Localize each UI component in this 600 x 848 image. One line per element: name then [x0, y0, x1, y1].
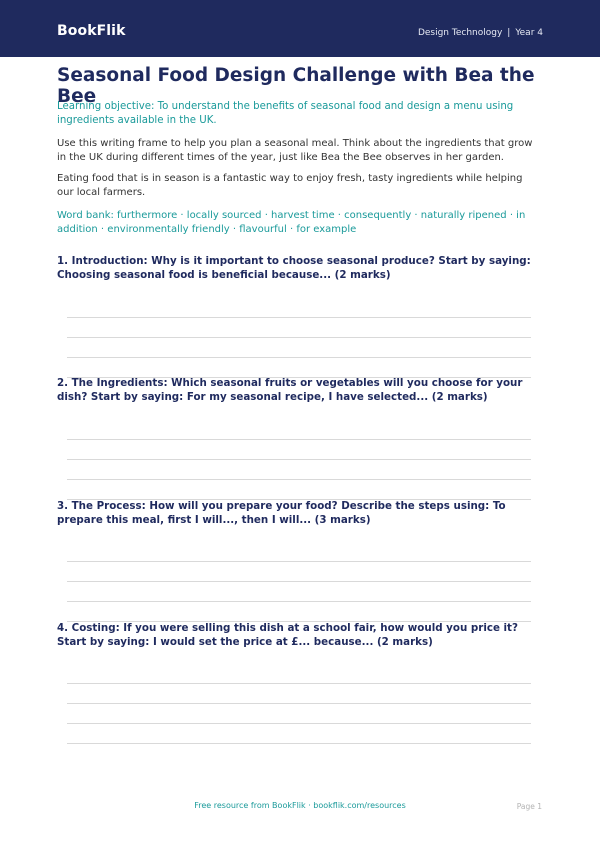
question-2: 2. The Ingredients: Which seasonal fruits or vegetables will you choose for your dish? Start by saying: For my seasonal recipe, I have selected... (2 marks): [57, 377, 523, 403]
answer-line-4-1[interactable]: [67, 683, 531, 684]
page-title: Seasonal Food Design Challenge with Bea the Bee: [57, 65, 535, 107]
answer-line-1-3[interactable]: [67, 357, 531, 358]
question-3: 3. The Process: How will you prepare your food? Describe the steps using: To prepare this meal, first I will..., then I will... (3 marks): [57, 500, 506, 526]
answer-line-3-2[interactable]: [67, 581, 531, 582]
answer-line-4-2[interactable]: [67, 703, 531, 704]
page-header: [0, 0, 600, 57]
answer-line-4-4[interactable]: [67, 743, 531, 744]
page-number: Page 1: [516, 802, 542, 811]
answer-line-3-1[interactable]: [67, 561, 531, 562]
answer-line-4-3[interactable]: [67, 723, 531, 724]
intro-paragraph-1: Use this writing frame to help you plan a seasonal meal. Think about the ingredients that grow in the UK during different times of the year, just like Bea the Bee observes in her garden.: [57, 138, 533, 163]
separator: |: [507, 28, 511, 38]
answer-line-2-2[interactable]: [67, 459, 531, 460]
question-4: 4. Costing: If you were selling this dish at a school fair, how would you price it? Start by saying: I would set the price at £... because... (2 marks): [57, 622, 518, 648]
answer-line-2-3[interactable]: [67, 479, 531, 480]
answer-line-1-2[interactable]: [67, 337, 531, 338]
answer-line-3-3[interactable]: [67, 601, 531, 602]
subject-year-label: [418, 28, 543, 38]
answer-line-2-1[interactable]: [67, 439, 531, 440]
word-bank: Word bank: furthermore · locally sourced · harvest time · consequently · naturally ripened · in addition · environmentally friendly · flavourful · for example: [57, 210, 526, 235]
brand-logo[interactable]: BookFlik: [57, 23, 126, 39]
subject-label: Design Technology: [417, 28, 503, 38]
intro-paragraph-2: Eating food that is in season is a fantastic way to enjoy fresh, tasty ingredients while helping our local farmers.: [57, 173, 523, 198]
answer-line-1-1[interactable]: [67, 317, 531, 318]
footer-resource-link[interactable]: Free resource from BookFlik · bookflik.com/resources: [194, 801, 406, 810]
question-1: 1. Introduction: Why is it important to choose seasonal produce? Start by saying: Choosing seasonal food is beneficial because... (2 marks): [57, 255, 531, 281]
learning-objective: Learning objective: To understand the benefits of seasonal food and design a menu using ingredients available in the UK.: [57, 101, 514, 126]
year-label: Year 4: [515, 28, 543, 38]
